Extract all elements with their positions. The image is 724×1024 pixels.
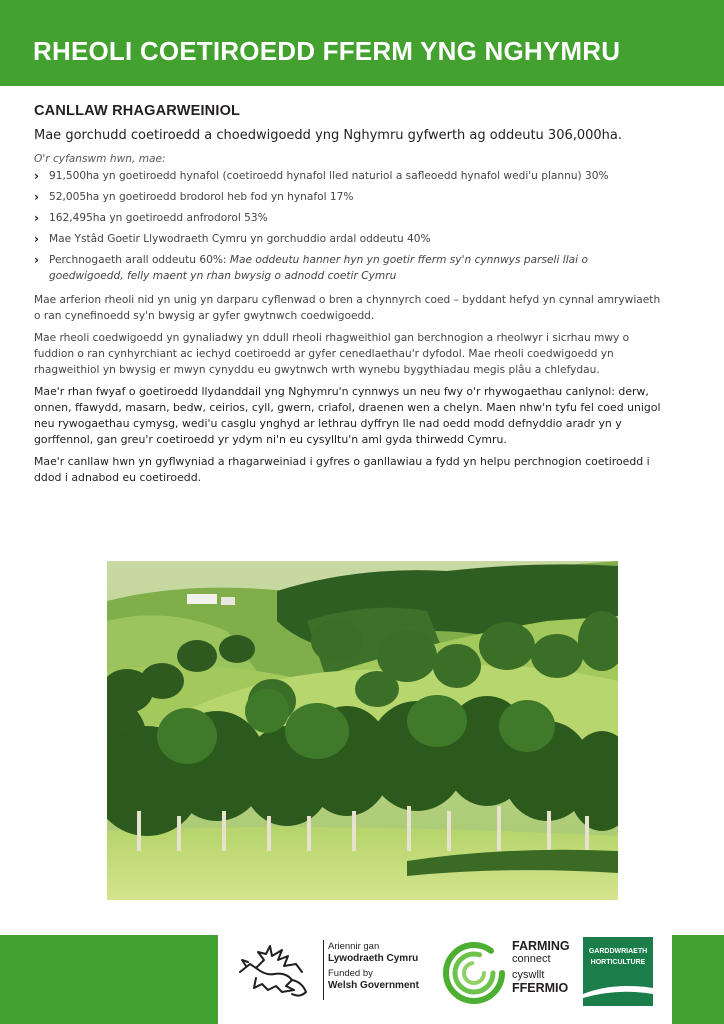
welsh-government-logo <box>328 941 419 992</box>
chevron-right-icon: › <box>34 232 39 246</box>
chevron-right-icon: › <box>34 169 39 183</box>
hort-line2: HORTICULTURE <box>590 959 646 966</box>
chevron-right-icon: › <box>34 253 39 267</box>
footer-band-left <box>0 935 218 1024</box>
stat-text: Perchnogaeth arall oddeutu 60%: <box>49 254 230 266</box>
chevron-right-icon: › <box>34 211 39 225</box>
fc-connect: connect <box>512 953 551 965</box>
gov-en-bold: Welsh Government <box>328 980 419 991</box>
gov-welsh-bold: Lywodraeth Cymru <box>328 953 419 964</box>
section-heading: CANLLAW RHAGARWEINIOL <box>34 103 241 119</box>
footer-band-right <box>672 935 724 1024</box>
body-paragraph: Mae'r rhan fwyaf o goetiroedd llydanddail yng Nghymru'n cynnwys un neu fwy o'r rhywogaethau canlynol: derw, onnen, ffawydd, masarn, bedw, ceirios, cyll, gwern, criafol, draenen wen a chelyn. Maen nhw'n tyfu fel coed unigol neu rywogaethau cymysg, wedi'u casglu ynghyd ar lethrau dyffryn lle nad oedd modd defnyddio aradr yn y gorffennol, gan greu'r coetiroedd yr ydym ni'n eu cysylltu'n aml gyda thirwedd Cymru. <box>34 385 661 446</box>
stat-text: 162,495ha yn goetiroedd anfrodorol 53% <box>49 212 268 224</box>
chevron-right-icon: › <box>34 190 39 204</box>
stat-note: Mae oddeutu hanner hyn yn goetir fferm sy'n cynnwys parseli llai o goedwigoedd, felly maent yn rhan bwysig o adnodd coetir Cymru <box>49 254 588 282</box>
list-item <box>34 189 664 205</box>
fc-ffermio: FFERMIO <box>512 981 569 995</box>
stat-text: 91,500ha yn goetiroedd hynafol (coetiroedd hynafol lled naturiol a safleoedd hynafol wedi'u plannu) 30% <box>49 170 609 182</box>
header-band <box>0 0 724 86</box>
horticulture-swoosh-icon <box>583 980 653 1006</box>
footer-divider <box>323 940 324 1000</box>
farming-connect-swirl-icon <box>441 940 507 1006</box>
gov-welsh-small: Ariennir gan <box>328 941 380 952</box>
stat-text: 52,005ha yn goetiroedd brodorol heb fod yn hynafol 17% <box>49 191 354 203</box>
fc-cyswllt: cyswllt <box>512 969 545 981</box>
page-title: RHEOLI COETIROEDD FFERM YNG NGHYMRU <box>33 36 621 66</box>
body-paragraph: Mae'r canllaw hwn yn gyflwyniad a rhagarweiniad i gyfres o ganllawiau a fydd yn helpu perchnogion coetiroedd i ddod i adnabod eu coetiroedd. <box>34 455 650 484</box>
stats-intro: O'r cyfanswm hwn, mae: <box>34 153 166 165</box>
lead-paragraph: Mae gorchudd coetiroedd a choedwigoedd yng Nghymru gyfwerth ag oddeutu 306,000ha. <box>34 128 623 143</box>
hort-line1: GARDDWRIAETH <box>588 948 648 955</box>
woodland-landscape-photo <box>107 561 618 900</box>
stat-text: Mae Ystâd Goetir Llywodraeth Cymru yn gorchuddio ardal oddeutu 40% <box>49 233 431 245</box>
list-item <box>34 231 664 247</box>
main-content <box>34 103 664 492</box>
welsh-dragon-icon <box>236 942 312 1000</box>
body-paragraph: Mae rheoli coedwigoedd yn gynaliadwy yn ddull rheoli rhagweithiol gan berchnogion a rheolwyr i sicrhau mwy o fuddion o ran cynhyrchiant ac iechyd coetiroedd ar gyfer cenedlaethau'r dyfodol. Mae rheoli coedwigoedd yn rhagweithiol yn bwysig er mwyn cynyddu eu gwytnwch wrth wynebu bygythiadau megis plâu a chlefydau. <box>34 332 630 376</box>
farming-connect-logo <box>512 940 570 995</box>
gov-en-small: Funded by <box>328 968 373 979</box>
stats-list <box>34 168 664 284</box>
body-paragraph: Mae arferion rheoli nid yn unig yn darparu cyflenwad o bren a chynnyrch coed – byddant hefyd yn cynnal amrywiaeth o ran cynefinoedd sy'n bwysig ar gyfer gwytnwch coedwigoedd. <box>34 294 661 322</box>
fc-farming: FARMING <box>512 939 570 953</box>
list-item <box>34 252 664 284</box>
list-item <box>34 210 664 226</box>
list-item <box>34 168 664 184</box>
